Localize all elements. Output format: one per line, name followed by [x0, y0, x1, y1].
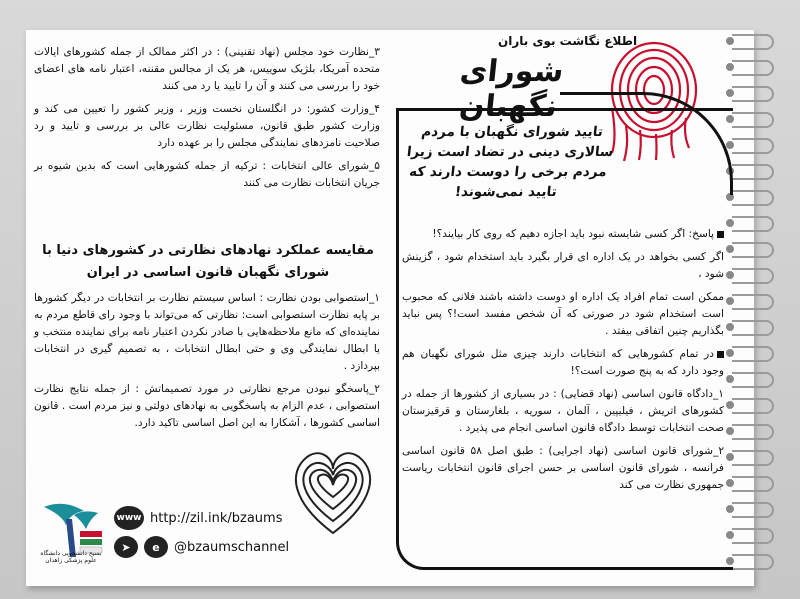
spiral-binding — [732, 34, 782, 579]
website-link-row[interactable] — [114, 506, 282, 530]
page-title: شورای نگهبان — [457, 54, 566, 124]
paragraph-council-france: ۲_شورای قانون اساسی (نهاد اجرایی) : طبق اصل ۵۸ قانون اساسی فرانسه ، شورای قانون اساسی بر حسن اجرای قانون انتخابات ریاست جمهوری نظارت می کند — [402, 445, 725, 491]
telegram-icon: ➤ — [114, 536, 138, 558]
answer-paragraph: پاسخ: اگر کسی شایسته نبود باید اجازه دهیم که روی کار بیایند؟! — [402, 226, 724, 243]
paragraph-parliament: ۳_نظارت خود مجلس (نهاد تقنینی) : در اکثر ممالک از جمله کشورهای ایالات متحده آمریکا، بلژیک سوییس، هر یک از مجالس مقننه، اعتبار نامه های اعضای خود را بررسی می کنند و آن را تایید یا رد می کنند — [34, 46, 380, 92]
footer — [36, 488, 296, 568]
paragraph-court: ۱_دادگاه قانون اساسی (نهاد قضایی) : در بسیاری از کشورها از جمله در کشورهای اتریش ، فیلیپین ، آلمان ، سوریه ، بلغارستان و قرقیزستان صحت انتخابات توسط دادگاه قانون اساسی انجام می پذیرد . — [402, 388, 724, 434]
section-subheading: مقایسه عملکرد نهادهای نظارتی در کشورهای دنیا با شورای نگهبان قانون اساسی در ایران — [42, 243, 374, 280]
paragraph-five-forms: در تمام کشورهایی که انتخابات دارند چیزی مثل شورای نگهبان هم وجود دارد که به پنج صورت است؟! — [402, 348, 724, 377]
globe-www-icon: www — [114, 506, 144, 530]
paragraph-approbatory: ۱_استصوابی بودن نظارت : اساس سیستم نظارت بر انتخابات در دیگر کشورها بر پایه نظارت استصوابی است: نظارتی که می‌تواند با وجود رای قاطع مردم به نماینده‌ای که مانع ملاحظه‌هایی با صادر نکردن اعتبار نامه برای نماینده منتخب و یا ابطال نمایندگی وی و حتی ابطال انتخابات ، به تصمیم گیری در انتخابات بپردازد . — [34, 292, 380, 372]
bullet-square-icon — [717, 351, 724, 358]
paragraph-corrupt: ممکن است تمام افراد یک اداره او دوست داشته باشند فلانی که محبوب است استخدام شود در صورتی که آن شخص مفسد است!؟ پس نباید بگذاریم چنین اتفاقی بیفتد . — [402, 291, 724, 337]
channel-link-row[interactable] — [114, 536, 289, 558]
notice-label: اطلاع نگاشت بوی باران — [498, 34, 638, 48]
left-column-top — [34, 44, 380, 198]
website-url[interactable]: http://zil.ink/bzaums — [150, 510, 283, 526]
eitaa-icon: e — [144, 536, 168, 558]
left-column-bottom — [34, 290, 380, 438]
paragraph-accountability: ۲_پاسخگو نبودن مرجع نظارتی در مورد تصمیماتش : از جمله نتایج نظارت استصوابی ، عدم الزام به پاسخگویی به نهادهای دولتی و نیز مردم است . قانون اساسی کشورها ، آشکارا به این اصل اساسی تاکید دارد. — [34, 383, 380, 429]
channel-handle[interactable]: @bzaumschannel — [174, 539, 290, 555]
paragraph-election-council: ۵_شورای عالی انتخابات : ترکیه از جمله کشورهایی است که بدین شیوه بر جریان انتخابات نظارت می کنند — [34, 160, 380, 189]
paragraph-hiring: اگر کسی بخواهد در یک اداره ای قرار بگیرد باید استخدام شود ، گزینش شود ، — [402, 251, 724, 280]
heart-fingerprint-icon — [283, 433, 383, 545]
headline: تایید شورای نگهبان با مردم سالاری دینی در تضاد است زیرا مردم برخی را دوست دارند که تایید نمی‌شوند! — [406, 124, 615, 200]
right-column — [402, 226, 724, 500]
logo-caption: بسیج دانشجویی دانشگاه علوم پزشکی زاهدان — [40, 550, 102, 564]
bullet-square-icon — [717, 231, 724, 238]
paragraph-interior-ministry: ۴_وزارت کشور: در انگلستان نخست وزیر ، وزیر کشور را تعیین می کند و وزارت کشور طبق قانون، مسئولیت نظارت عالی بر بررسی و تایید و رد صلاحیت نامزدهای نمایندگی مجلس را بر عهده دارد — [34, 103, 380, 149]
